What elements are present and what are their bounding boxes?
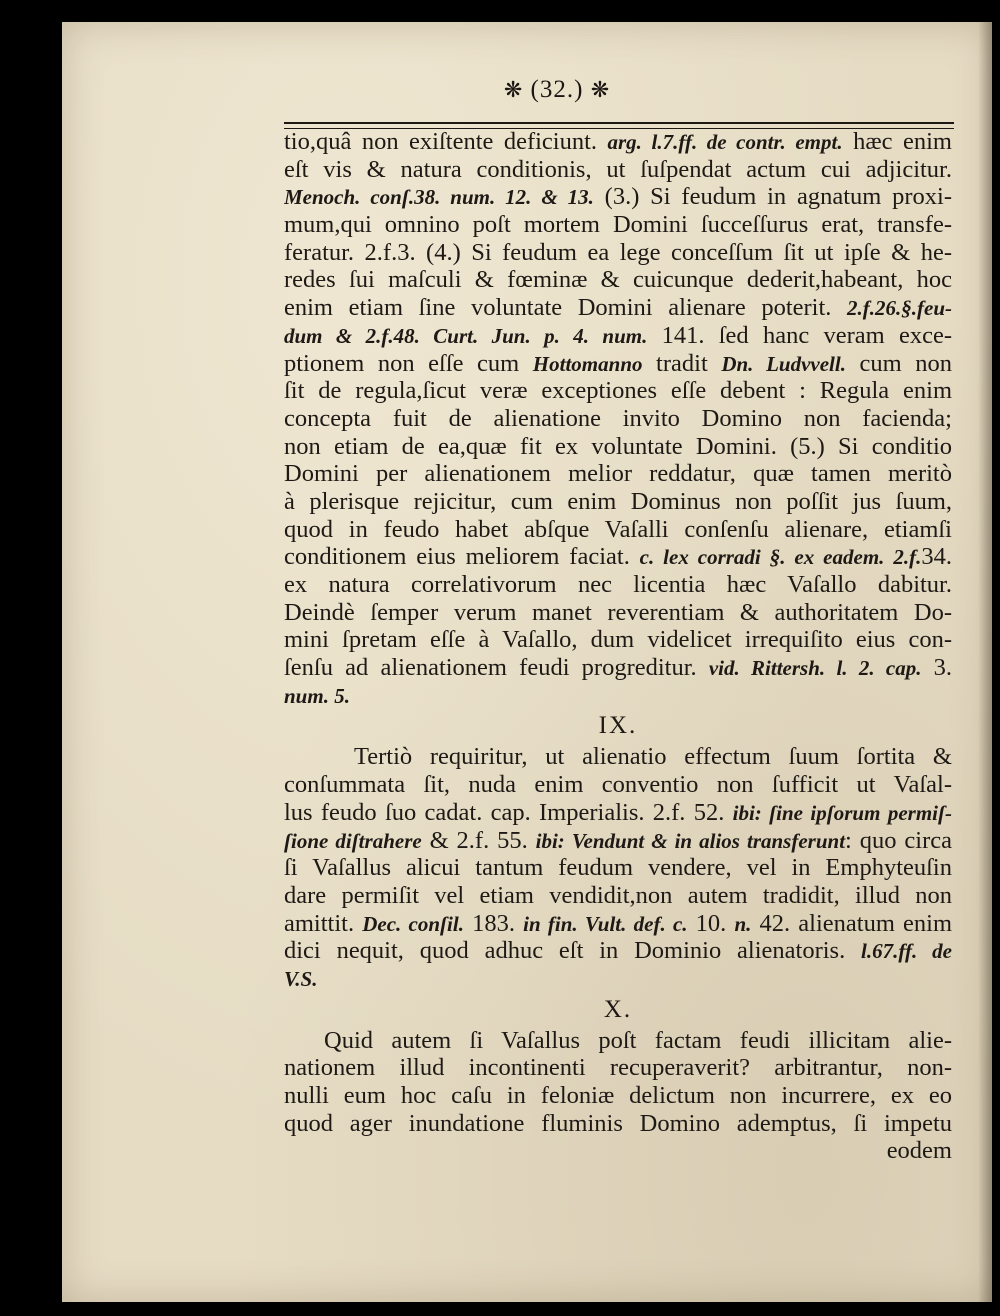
citation: in fin. Vult. def. c. xyxy=(523,911,688,936)
text-run: tradit xyxy=(642,349,722,377)
text-line xyxy=(284,827,952,855)
text-line xyxy=(284,965,952,993)
text-run: conſummata ſit, nuda enim conventio non ſufficit ut Vaſal- xyxy=(284,771,952,799)
section-heading-ix: IX. xyxy=(598,712,638,740)
text-line xyxy=(284,799,952,827)
text-run: amittit. xyxy=(284,909,363,937)
citation: V.S. xyxy=(284,966,318,991)
text-line xyxy=(284,599,952,627)
ornament-right-icon: ❋ xyxy=(590,77,611,102)
text-run: tio,quâ non exiſtente deficiunt. xyxy=(284,128,608,155)
text-line xyxy=(284,516,952,544)
text-run: ſenſu ad alienationem feudi progreditur. xyxy=(284,654,709,682)
text-run: conditionem eius meliorem faciat. xyxy=(284,543,640,571)
citation: ibi: Vendunt & in alios transferunt xyxy=(535,828,846,853)
citation: ibi: ſine ipſorum permiſ- xyxy=(732,800,952,825)
text-run: 3. xyxy=(921,654,952,682)
text-run: Quid autem ſi Vaſallus poſt factam feudi illicitam alie- xyxy=(324,1026,952,1054)
text-run: redes ſui maſculi & fœminæ & cuicunque dederit,habeant, hoc xyxy=(284,266,952,294)
paragraph-3 xyxy=(284,1027,952,1138)
text-run: à plerisque rejicitur, cum enim Dominus non poſſit jus ſuum, xyxy=(284,487,952,515)
citation: Menoch. conſ.38. num. 12. & 13. xyxy=(284,185,594,210)
text-line xyxy=(284,211,952,239)
text-run: hæc enim xyxy=(842,128,952,155)
text-run: feratur. 2.f.3. (4.) Si feudum ea lege conceſſum ſit ut ipſe & he- xyxy=(284,238,952,266)
text-line xyxy=(284,128,952,156)
ornament-left-icon: ❋ xyxy=(503,77,524,102)
text-run: 34. xyxy=(921,543,952,571)
text-line xyxy=(284,183,952,211)
text-run: mini ſpretam eſſe à Vaſallo, dum videlicet irrequiſito eius con- xyxy=(284,626,952,654)
text-line xyxy=(284,488,952,516)
page-header xyxy=(62,76,992,104)
text-run: concepta fuit de alienatione invito Domino non facienda; xyxy=(284,404,952,432)
citation: l.67.ff. de xyxy=(861,939,952,964)
text-line xyxy=(284,350,952,378)
citation: dum & 2.f.48. Curt. Jun. p. 4. num. xyxy=(284,323,648,348)
text-line xyxy=(284,743,952,771)
book-page xyxy=(62,22,992,1302)
text-run: ſit de regula,ſicut veræ exceptiones eſſe debent : Regula enim xyxy=(284,377,952,405)
text-line xyxy=(284,156,952,184)
citation: c. lex corradi §. ex eadem. 2.f. xyxy=(639,545,922,570)
text-run: quod in feudo habet abſque Vaſalli conſenſu alienare, etiamſi xyxy=(284,515,952,543)
text-line xyxy=(284,937,952,965)
section-heading-x: X. xyxy=(603,995,633,1023)
text-line xyxy=(284,322,952,350)
text-line xyxy=(284,771,952,799)
citation: n. xyxy=(734,911,752,936)
text-run: mum,qui omnino poſt mortem Domini ſucceſſurus erat, transfe- xyxy=(284,211,952,239)
text-line xyxy=(284,1027,952,1055)
text-run: nulli eum hoc caſu in feloniæ delictum non incurrere, ex eo xyxy=(284,1082,952,1109)
text-run: enim etiam ſine voluntate Domini alienare poterit. xyxy=(284,294,848,322)
text-run: (3.) Si feudum in agnatum proxi- xyxy=(593,183,952,211)
text-run: 183. xyxy=(463,909,524,937)
text-run: 10. xyxy=(687,909,735,937)
text-line xyxy=(284,1110,952,1138)
text-line xyxy=(284,854,952,882)
citation: num. 5. xyxy=(284,683,350,708)
text-run: quod ager inundatione fluminis Domino ademptus, ſi impetu xyxy=(284,1109,952,1137)
text-run: ptionem non eſſe cum xyxy=(284,349,533,377)
text-line xyxy=(284,882,952,910)
text-run: : quo circa xyxy=(845,826,952,854)
text-line xyxy=(284,460,952,488)
text-line xyxy=(284,654,952,682)
citation: vid. Rittersh. l. 2. cap. xyxy=(708,656,922,681)
text-run: dare permiſit vel etiam vendidit,non autem tradidit, illud non xyxy=(284,881,952,909)
text-line xyxy=(284,433,952,461)
citation: arg. l.7.ff. de contr. empt. xyxy=(607,130,843,154)
text-line xyxy=(284,294,952,322)
text-line xyxy=(284,1054,952,1082)
citation: ſione diſtrahere xyxy=(284,828,422,853)
text-run: Domini per alienationem melior reddatur, quæ tamen meritò xyxy=(284,460,952,488)
body-text xyxy=(284,128,952,1165)
text-run: ſi Vaſallus alicui tantum feudum vendere, vel in Emphyteuſin xyxy=(284,854,952,882)
text-line xyxy=(284,405,952,433)
citation: Hottomanno xyxy=(532,351,643,376)
text-line xyxy=(284,682,952,710)
citation: 2.f.26.§.feu- xyxy=(847,296,952,321)
page-gutter-shadow xyxy=(978,22,992,1302)
text-run: Tertiò requiritur, ut alienatio effectum ſuum ſortita & xyxy=(354,743,952,771)
text-line xyxy=(284,239,952,267)
text-line xyxy=(284,571,952,599)
text-line xyxy=(284,377,952,405)
text-run: 141. ſed hanc veram exce- xyxy=(647,321,952,349)
text-run: & 2.f. 55. xyxy=(421,826,536,854)
text-run: non etiam de ea,quæ fit ex voluntate Domini. (5.) Si conditio xyxy=(284,432,952,460)
text-line xyxy=(284,626,952,654)
text-line xyxy=(284,1082,952,1110)
page-number: (32.) xyxy=(530,76,584,103)
text-run: Deindè ſemper verum manet reverentiam & authoritatem Do- xyxy=(284,598,952,626)
text-line xyxy=(284,543,952,571)
text-run: cum non xyxy=(845,349,952,377)
paragraph-2 xyxy=(284,743,952,992)
text-line xyxy=(284,910,952,938)
citation: Dec. conſil. xyxy=(362,911,464,936)
text-run: dici nequit, quod adhuc eſt in Dominio alienatoris. xyxy=(284,937,862,965)
paragraph-1 xyxy=(284,128,952,709)
text-run: lus feudo ſuo cadat. cap. Imperialis. 2.f. 52. xyxy=(284,798,733,826)
text-run: 42. alienatum enim xyxy=(751,909,952,937)
text-run: eſt vis & natura conditionis, ut ſuſpendat actum cui adjicitur. xyxy=(284,155,952,183)
citation: Dn. Ludvvell. xyxy=(721,351,846,376)
catchword: eodem xyxy=(886,1137,952,1165)
text-run: nationem illud incontinenti recuperaverit? arbitrantur, non- xyxy=(284,1054,952,1082)
text-run: ex natura correlativorum nec licentia hæc Vaſallo dabitur. xyxy=(284,571,952,598)
text-line xyxy=(284,266,952,294)
